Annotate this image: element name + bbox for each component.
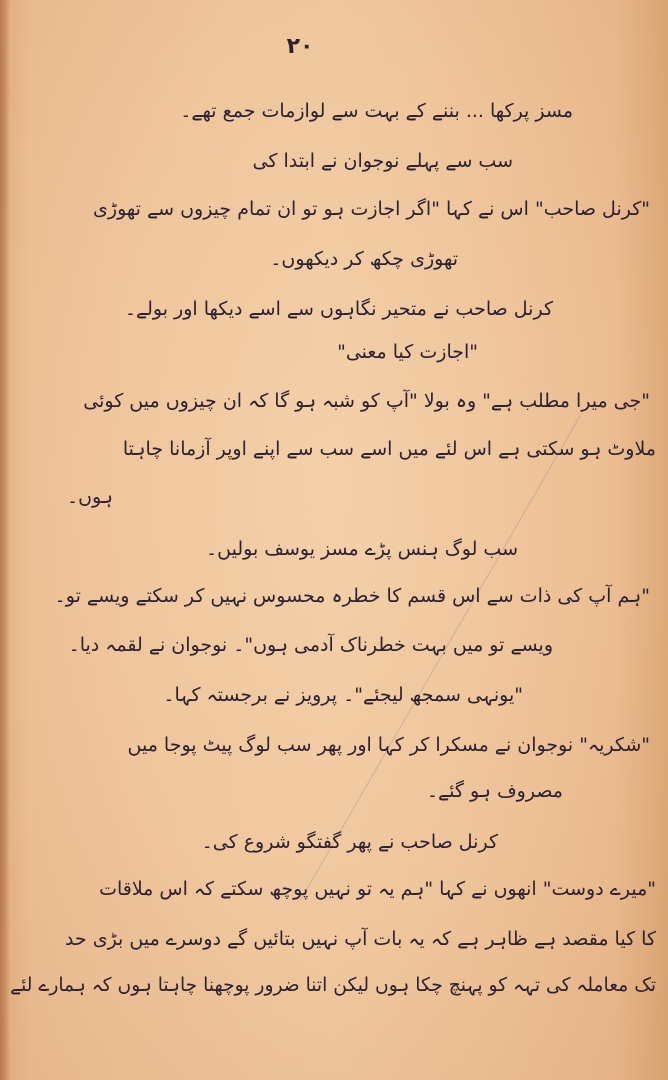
text-line-13: "یونہی سمجھ لیجئے"۔ پرویز نے برجستہ کہا۔ — [163, 684, 523, 706]
diagonal-scratch-mark — [300, 415, 581, 901]
text-line-8: ملاوٹ ہو سکتی ہے اس لئے میں اسے سب سے اپنے اوپر آزمانا چاہتا — [122, 438, 656, 460]
text-line-9: ہوں۔ — [66, 486, 113, 508]
text-line-14: "شکریہ" نوجوان نے مسکرا کر کہا اور پھر سب لوگ پیٹ پوجا میں — [127, 734, 650, 756]
text-line-1: مسز پرکھا ... بننے کے بہت سے لوازمات جمع تھے۔ — [180, 100, 573, 122]
text-line-3: "کرنل صاحب" اس نے کہا "اگر اجازت ہو تو ان تمام چیزوں سے تھوڑی — [93, 198, 650, 220]
text-line-16: کرنل صاحب نے پھر گفتگو شروع کی۔ — [201, 831, 498, 853]
text-line-2: سب سے پہلے نوجوان نے ابتدا کی — [252, 150, 513, 172]
text-line-18: کا کیا مقصد ہے ظاہر ہے کہ یہ بات آپ نہیں بتائیں گے دوسرے میں بڑی حد — [64, 928, 656, 950]
page-number: ۲۰ — [286, 34, 314, 59]
text-line-15: مصروف ہو گئے۔ — [426, 780, 563, 802]
text-line-11: "ہم آپ کی ذات سے اس قسم کا خطرہ محسوس نہیں کر سکتے ویسے تو۔ — [54, 585, 650, 607]
text-line-12: ویسے تو میں بہت خطرناک آدمی ہوں"۔ نوجوان نے لقمہ دیا۔ — [68, 634, 553, 656]
text-line-6: "اجازت کیا معنی" — [337, 341, 478, 363]
text-line-7: "جی میرا مطلب ہے" وہ بولا "آپ کو شبہ ہو گا کہ ان چیزوں میں کوئی — [83, 390, 650, 412]
text-line-5: کرنل صاحب نے متحیر نگاہوں سے اسے دیکھا اور بولے۔ — [124, 298, 553, 320]
text-line-4: تھوڑی چکھ کر دیکھوں۔ — [270, 248, 458, 270]
text-line-19: تک معاملہ کی تہہ کو پہنچ چکا ہوں لیکن اتنا ضرور پوچھنا چاہتا ہوں کہ ہمارے لئے — [10, 974, 656, 996]
text-line-17: "میرے دوست" انھوں نے کہا "ہم یہ تو نہیں پوچھ سکتے کہ اس ملاقات — [99, 878, 656, 900]
text-line-10: سب لوگ ہنس پڑے مسز یوسف بولیں۔ — [206, 538, 518, 560]
